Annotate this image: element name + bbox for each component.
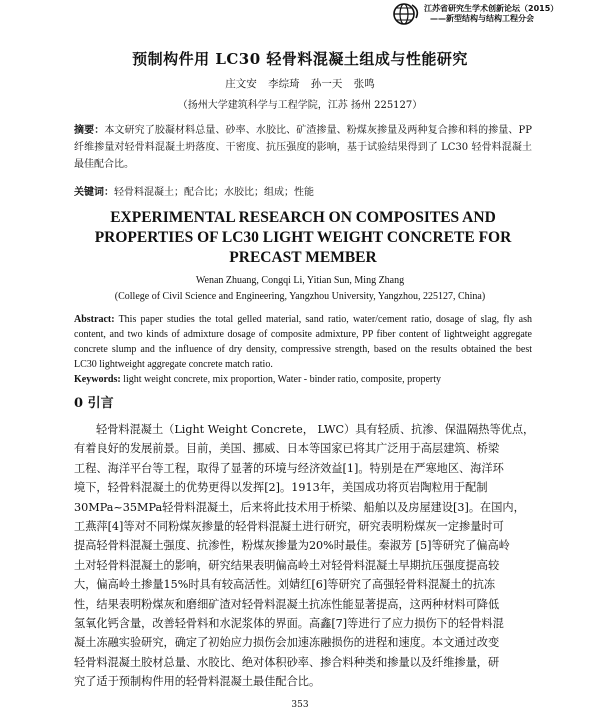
chinese-affiliation: （扬州大学建筑科学与工程学院，江苏 扬州 225127） — [177, 100, 423, 111]
body-line: 轻骨料混凝土（Light Weight Concrete， LWC）具有轻质、抗渗、保温隔热等优点， — [96, 423, 535, 436]
body-line: 境下，轻骨料混凝土的优势更得以发挥[2]。1913年，美国成功将页岩陶粒用于配制 — [74, 481, 488, 495]
body-line: 凝土冻融实验研究，确定了初始应力损伤会加速冻融损伤的进程和速度。本文通过改变 — [74, 636, 500, 650]
journal-header-line2: ——新型结构与结构工程分会 — [430, 14, 534, 23]
body-line: 30MPa~35MPa轻骨料混凝土，后来将此技术用于桥梁、船舶以及房屋建设[3]。在国内， — [74, 500, 525, 514]
journal-header — [424, 4, 558, 24]
body-line: 大，偏高岭土掺量15%时具有较高活性。刘婧红[6]等研究了高强轻骨料混凝土的抗冻 — [74, 578, 496, 592]
introduction-body — [74, 420, 535, 692]
english-authors: Wenan Zhuang, Congqi Li, Yitian Sun, Ming Zhang — [195, 275, 405, 286]
chinese-title: 预制构件用 LC30 轻骨料混凝土组成与性能研究 — [132, 50, 468, 68]
body-line: 工程、海洋平台等工程，取得了显著的环境与经济效益[1]。特别是在严寒地区、海洋环 — [74, 461, 504, 475]
english-title: EXPERIMENTAL RESEARCH ON COMPOSITES AND PROPERTIES OF LC30 LIGHT WEIGHT CONCRETE FOR PRECAST MEMBER — [94, 209, 512, 266]
chinese-keywords-text: 轻骨料混凝土；配合比；水胶比；组成；性能 — [114, 187, 314, 198]
body-line: 有着良好的发展前景。目前，美国、挪威、日本等国家已将其广泛用于高层建筑、桥梁 — [74, 442, 500, 456]
body-line: 究了适于预制构件用的轻骨料混凝土最佳配合比。 — [74, 675, 321, 689]
body-line: 氢氧化钙含量，改善轻骨料和水泥浆体的界面。高鑫[7]等进行了应力损伤下的轻骨料混 — [74, 617, 504, 631]
english-affiliation: (College of Civil Science and Engineering, Yangzhou University, Yangzhou, 225127, China) — [114, 291, 486, 302]
english-abstract-text: This paper studies the total gelled material, sand ratio, water/cement ratio, dosage of slag, fly ash content, and two kinds of admixture dosage of composite admixture, PP fiber content of lightweight aggregate concrete slump and the influence of dry density, compressive strength, based on the results obtained the best LC30 lightweight aggregate concrete match ratio. — [74, 314, 532, 370]
body-line: 工燕萍[4]等对不同粉煤灰掺量的轻骨料混凝土进行研究，研究表明粉煤灰一定掺量时可 — [74, 520, 504, 534]
chinese-abstract-label: 摘要： — [74, 125, 105, 136]
chinese-keywords — [74, 183, 532, 198]
chinese-keywords-label: 关键词： — [74, 187, 114, 198]
body-line: 性，结果表明粉煤灰和磨细矿渣对轻骨料混凝土抗冻性能显著提高，这两种材料可降低 — [74, 597, 500, 611]
body-line: 轻骨料混凝土胶材总量、水胶比、绝对体积砂率、掺合料种类和掺量以及纤维掺量，研 — [74, 655, 500, 669]
section-heading-introduction: 0 引言 — [74, 396, 114, 411]
body-line: 土对轻骨料混凝土的影响，研究结果表明偏高岭土对轻骨料混凝土早期抗压强度提高较 — [74, 558, 500, 572]
english-keywords-text: light weight concrete, mix proportion, Water - binder ratio, composite, property — [123, 374, 441, 385]
chinese-authors: 庄文安 李综琦 孙一天 张鸣 — [225, 78, 375, 90]
english-abstract — [74, 312, 532, 372]
page-number: 353 — [291, 700, 309, 710]
english-abstract-label: Abstract: — [74, 314, 115, 325]
english-keywords-label: Keywords: — [74, 374, 121, 385]
chinese-abstract-text: 本文研究了胶凝材料总量、砂率、水胶比、矿渣掺量、粉煤灰掺量及两种复合掺和料的掺量、PP 纤维掺量对轻骨料混凝土坍落度、干密度、抗压强度的影响，基于试验结果得到了 LC30 轻骨料混凝土最佳配合比。 — [74, 125, 532, 170]
body-line: 提高轻骨料混凝土强度、抗渗性，粉煤灰掺量为20%时最佳。秦淑芳 [5]等研究了偏高岭 — [74, 539, 510, 553]
journal-header-line1: 江苏省研究生学术创新论坛（2015） — [424, 4, 559, 13]
english-keywords — [74, 374, 532, 385]
chinese-abstract — [74, 122, 532, 173]
globe-logo-icon — [392, 2, 422, 26]
